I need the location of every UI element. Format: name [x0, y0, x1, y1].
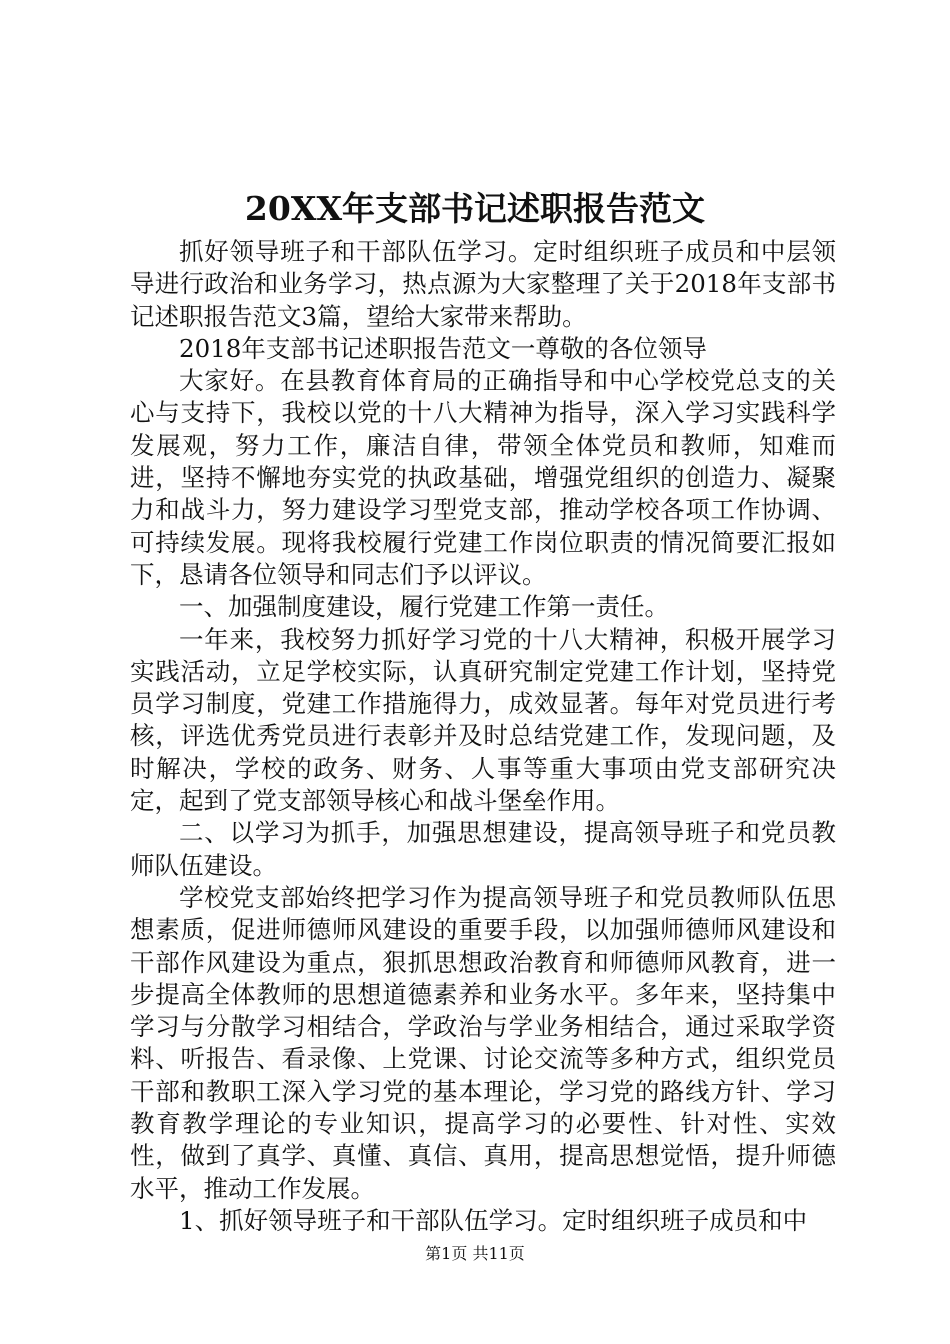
paragraph-heading-salutation: 2018年支部书记述职报告范文一尊敬的各位领导	[179, 333, 707, 363]
paragraph-section-2: 学校党支部始终把学习作为提高领导班子和党员教师队伍思想素质，促进师德师风建设的重要手段，以加强师德师风建设和干部作风建设为重点，狠抓思想政治教育和师德师风教育，进一步提高全体教师的思想道德素养和业务水平。多年来，坚持集中学习与分散学习相结合，学政治与学业务相结合，通过采取学资料、听报告、看录像、上党课、讨论交流等多种方式，组织党员干部和教职工深入学习党的基本理论，学习党的路线方针、学习教育教学理论的专业知识，提高学习的必要性、针对性、实效性，做到了真学、真懂、真信、真用，提高思想觉悟，提升师德水平，推动工作发展。	[130, 882, 836, 1203]
section-heading-2: 二、以学习为抓手，加强思想建设，提高领导班子和党员教师队伍建设。	[130, 818, 836, 880]
page-number-footer: 第1页 共11页	[425, 1244, 525, 1263]
paragraph-section-1: 一年来，我校努力抓好学习党的十八大精神，积极开展学习实践活动，立足学校实际，认真研究制定党建工作计划，坚持党员学习制度，党建工作措施得力，成效显著。每年对党员进行考核，评选优秀党员进行表彰并及时总结党建工作，发现问题，及时解决，学校的政务、财务、人事等重大事项由党支部研究决定，起到了党支部领导核心和战斗堡垒作用。	[130, 624, 836, 816]
document-body	[130, 236, 836, 1237]
document-title: 20XX年支部书记述职报告范文	[244, 189, 706, 228]
paragraph-item-1: 1、抓好领导班子和干部队伍学习。定时组织班子成员和中	[179, 1205, 808, 1235]
paragraph-intro: 抓好领导班子和干部队伍学习。定时组织班子成员和中层领导进行政治和业务学习，热点源为大家整理了关于2018年支部书记述职报告范文3篇，望给大家带来帮助。	[130, 237, 836, 331]
paragraph-greeting: 大家好。在县教育体育局的正确指导和中心学校党总支的关心与支持下，我校以党的十八大精神为指导，深入学习实践科学发展观，努力工作，廉洁自律，带领全体党员和教师，知难而进，坚持不懈地夯实党的执政基础，增强党组织的创造力、凝聚力和战斗力，努力建设学习型党支部，推动学校各项工作协调、可持续发展。现将我校履行党建工作岗位职责的情况简要汇报如下，恳请各位领导和同志们予以评议。	[130, 366, 836, 589]
section-heading-1: 一、加强制度建设，履行党建工作第一责任。	[179, 592, 669, 622]
